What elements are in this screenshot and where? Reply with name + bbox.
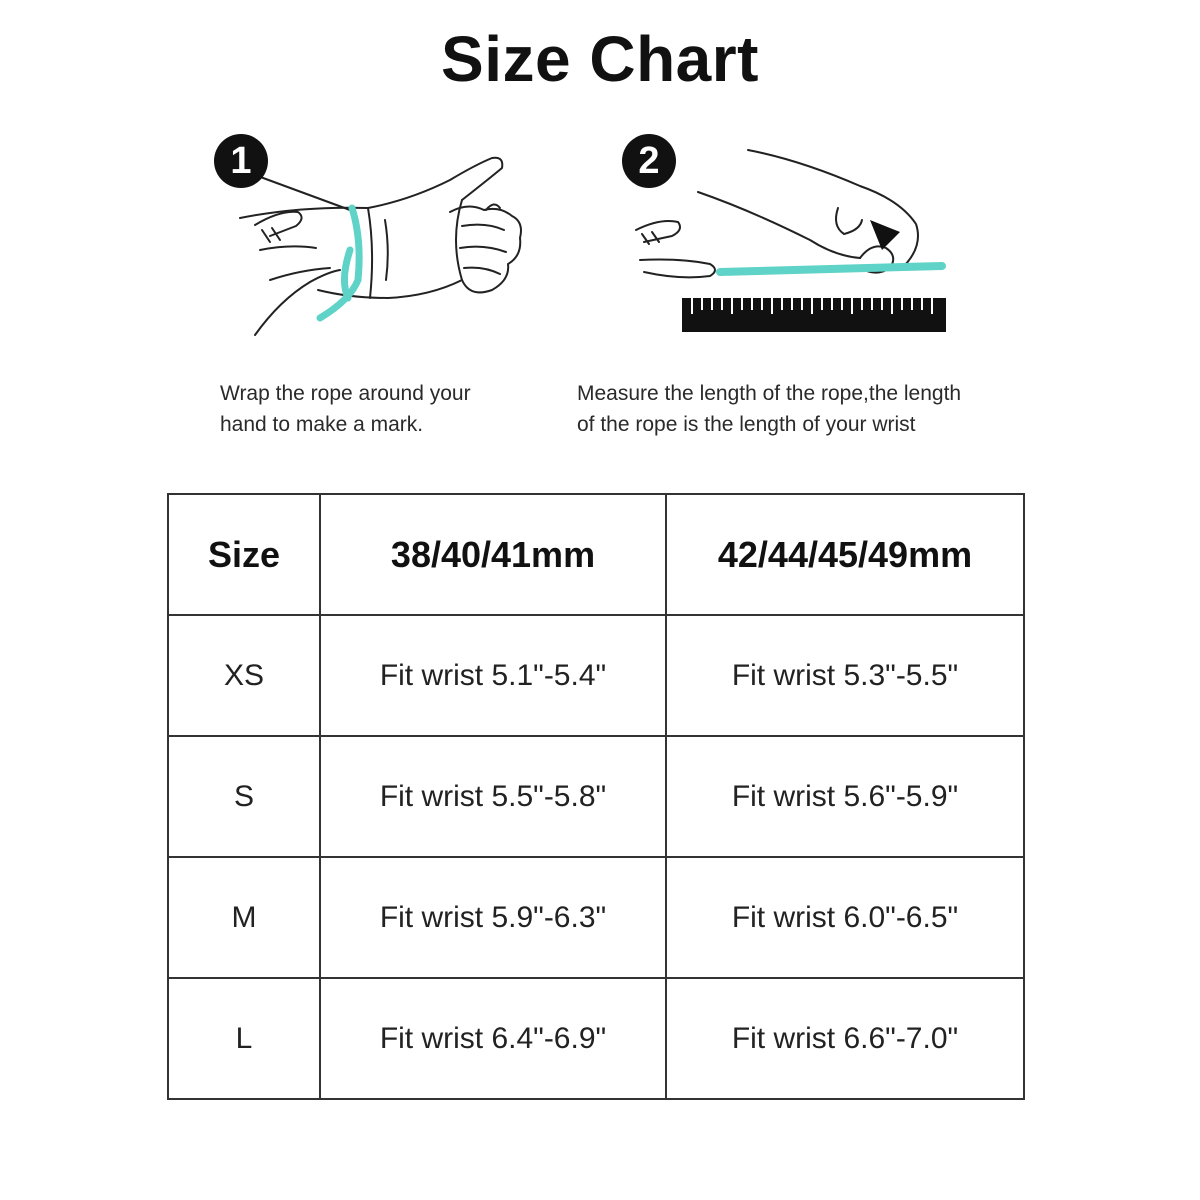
step-wrap-rope (200, 130, 560, 470)
table-row (168, 857, 1024, 978)
size-cell: XS (168, 615, 320, 736)
step-1-caption-line: hand to make a mark. (220, 413, 424, 436)
header-38-40-41mm: 38/40/41mm (320, 494, 666, 615)
fit-cell-large-case: Fit wrist 6.6"-7.0" (666, 978, 1024, 1099)
size-cell: M (168, 857, 320, 978)
fit-cell-large-case: Fit wrist 5.6"-5.9" (666, 736, 1024, 857)
step-measure-rope (560, 130, 1020, 470)
table-row (168, 978, 1024, 1099)
step-2-badge: 2 (622, 134, 676, 188)
header-size: Size (168, 494, 320, 615)
table-row (168, 736, 1024, 857)
step-2-caption-line: Measure the length of the rope,the length (577, 382, 962, 405)
step-1-badge: 1 (214, 134, 268, 188)
size-table (167, 493, 1025, 1100)
step-2-caption-line: of the rope is the length of your wrist (577, 413, 916, 436)
size-cell: L (168, 978, 320, 1099)
header-42-44-45-49mm: 42/44/45/49mm (666, 494, 1024, 615)
step-1-caption (220, 378, 560, 440)
page-title: Size Chart (441, 23, 759, 95)
fit-cell-large-case: Fit wrist 5.3"-5.5" (666, 615, 1024, 736)
fit-cell-small-case: Fit wrist 5.5"-5.8" (320, 736, 666, 857)
fit-cell-small-case: Fit wrist 5.9"-6.3" (320, 857, 666, 978)
fit-cell-small-case: Fit wrist 5.1"-5.4" (320, 615, 666, 736)
step-1-caption-line: Wrap the rope around your (220, 382, 471, 405)
step-2-caption (577, 378, 1027, 440)
table-header-row (168, 494, 1024, 615)
fit-cell-small-case: Fit wrist 6.4"-6.9" (320, 978, 666, 1099)
fit-cell-large-case: Fit wrist 6.0"-6.5" (666, 857, 1024, 978)
table-row (168, 615, 1024, 736)
size-cell: S (168, 736, 320, 857)
